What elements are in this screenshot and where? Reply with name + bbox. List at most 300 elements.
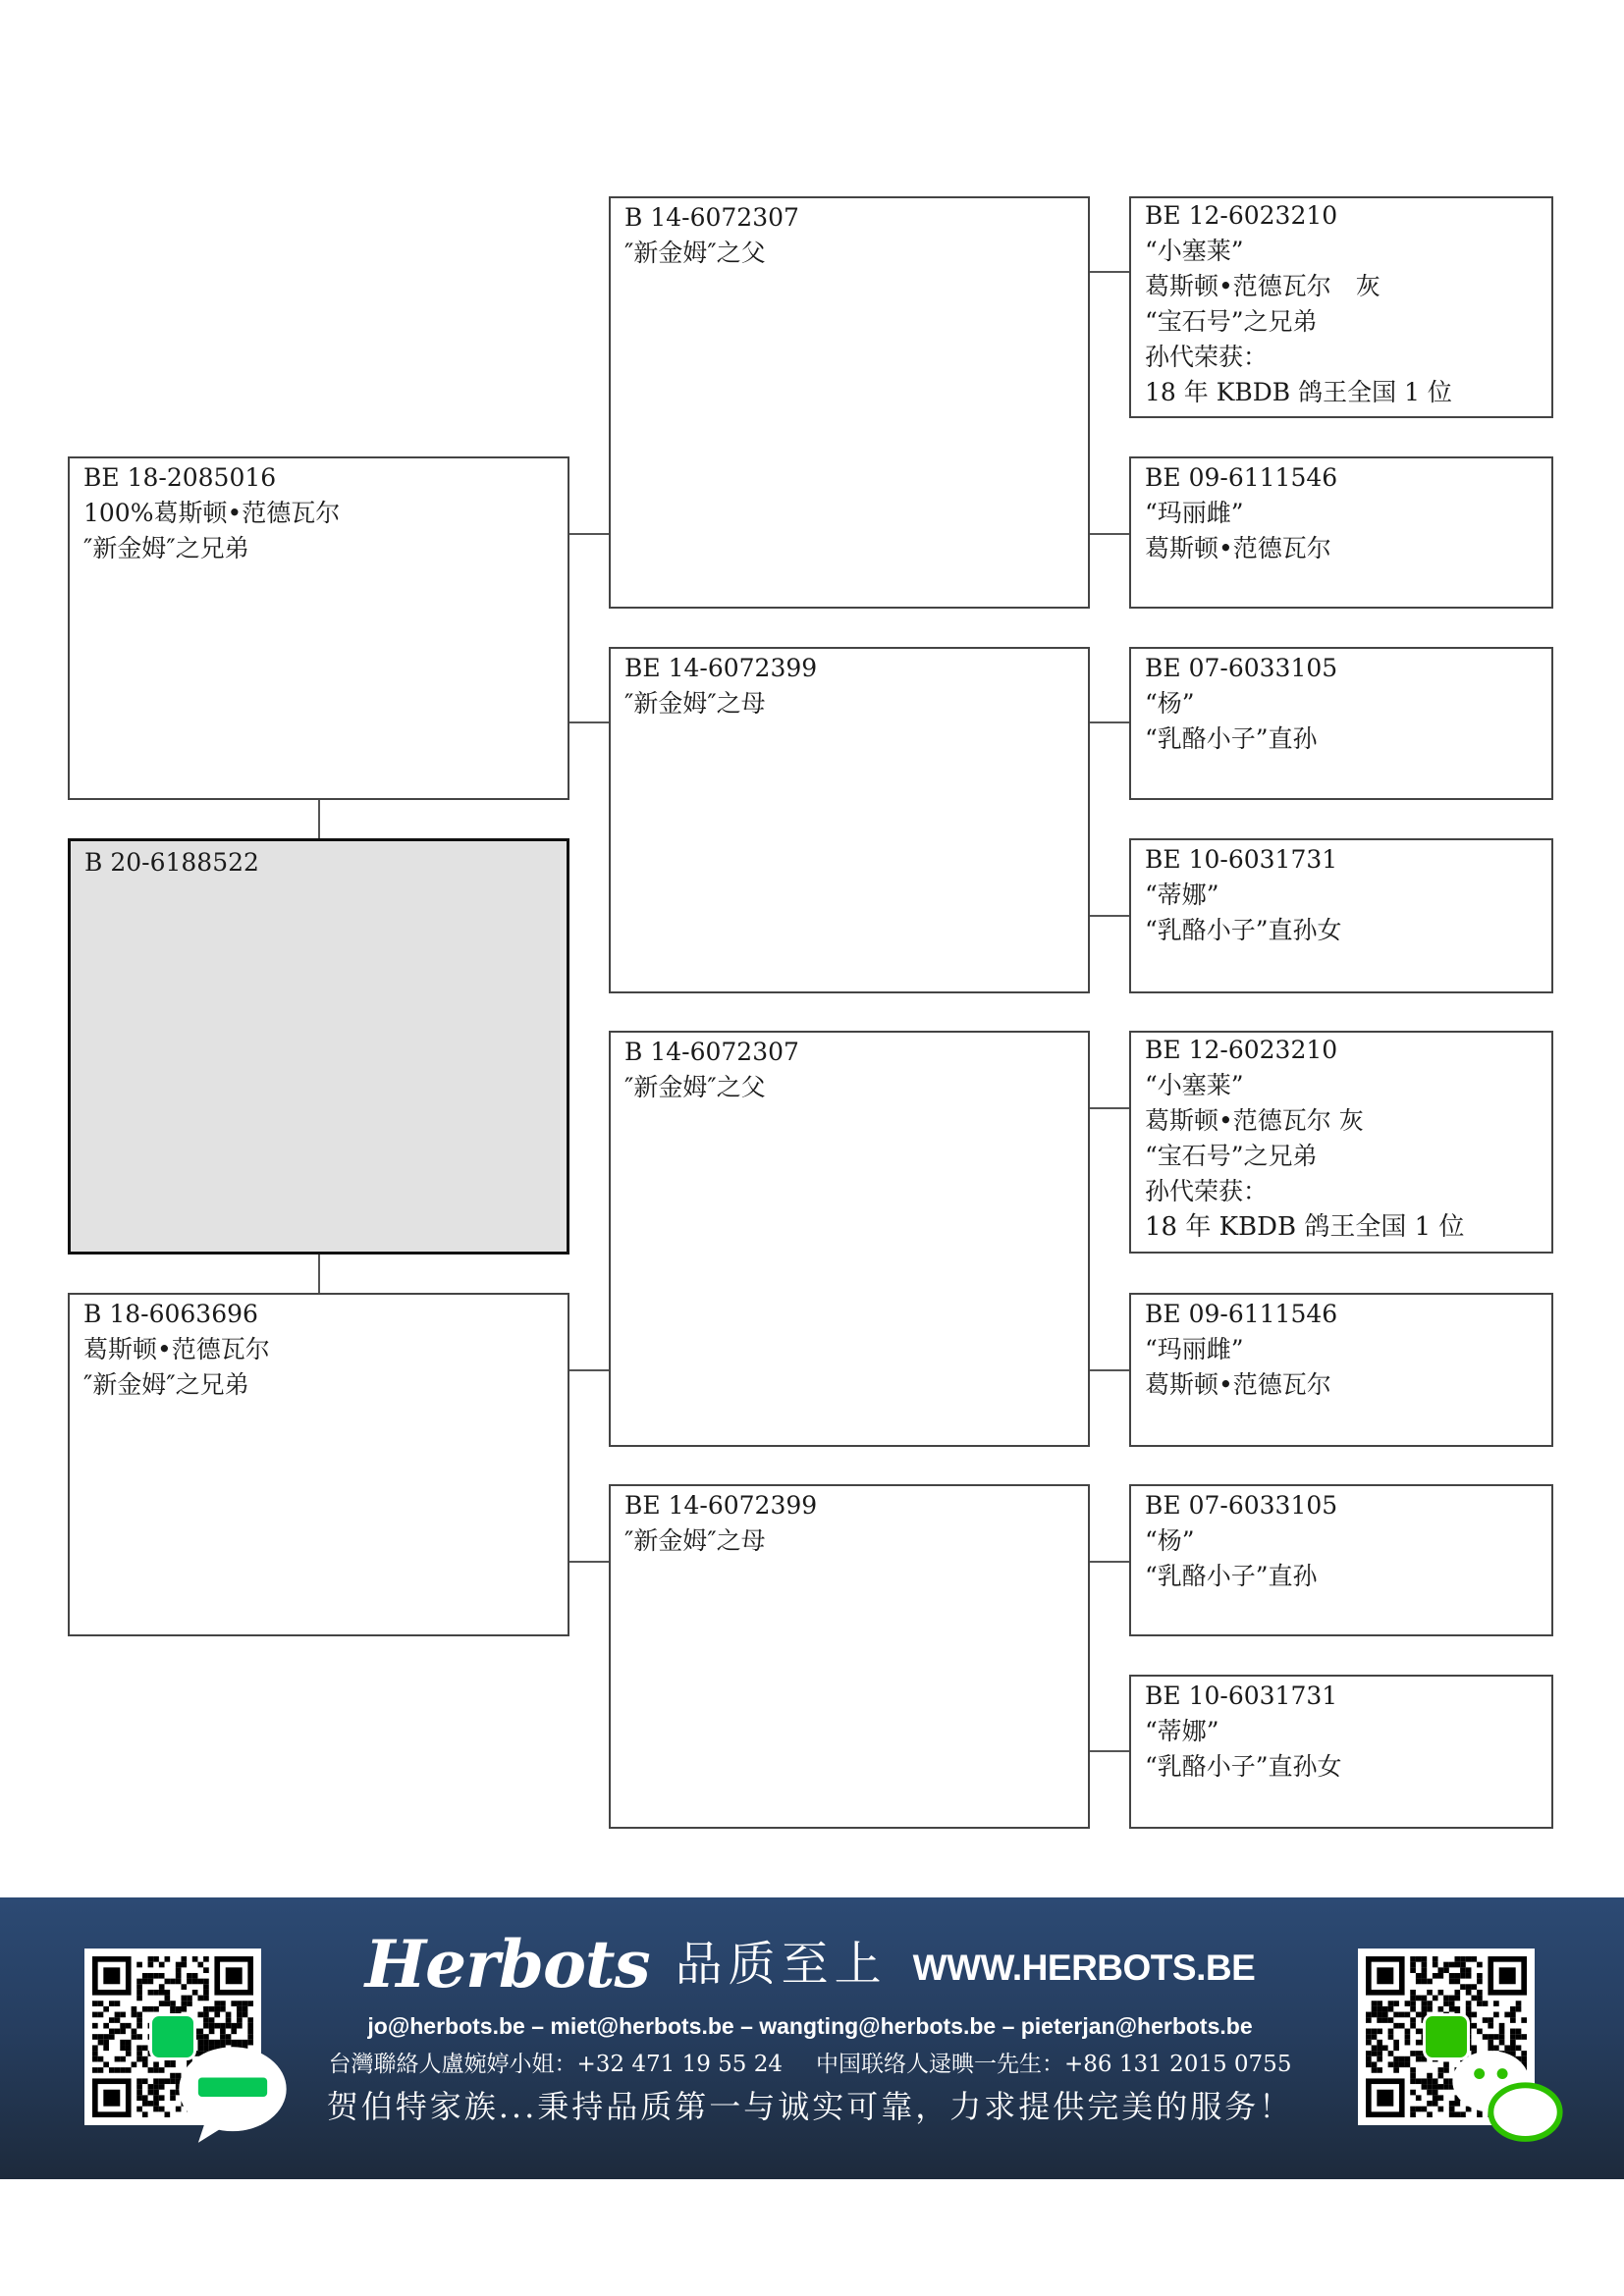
- qr-module: [1388, 2051, 1394, 2056]
- qr-module: [153, 2006, 159, 2012]
- qr-module: [1410, 2067, 1416, 2073]
- qr-module: [1393, 2067, 1399, 2073]
- qr-module: [1399, 2056, 1405, 2062]
- qr-module: [165, 1979, 171, 1985]
- qr-module: [170, 2006, 176, 2012]
- qr-code-wechat: [1358, 1949, 1535, 2125]
- qr-module: [1449, 1962, 1455, 1968]
- qr-module: [120, 2056, 126, 2062]
- qr-module: [197, 1996, 203, 2002]
- qr-module: [1377, 1967, 1393, 1984]
- note-line: 18 年 KBDB 鸽王全国 1 位: [1145, 378, 1452, 406]
- qr-module: [1372, 2045, 1378, 2051]
- qr-module: [1410, 2090, 1416, 2096]
- pedigree-box-g3-2: [1129, 456, 1553, 609]
- qr-module: [148, 1973, 154, 1979]
- qr-module: [1372, 2001, 1378, 2006]
- qr-module: [181, 2001, 187, 2006]
- pedigree-box-sire-sire: [609, 196, 1090, 609]
- connector-line: [318, 800, 320, 838]
- qr-module: [1382, 2006, 1388, 2012]
- qr-module: [1410, 2001, 1416, 2006]
- qr-module: [1422, 2001, 1428, 2006]
- qr-module: [1416, 2029, 1422, 2035]
- qr-module: [247, 2001, 253, 2006]
- note-line: ″新金姆″之母: [624, 1526, 766, 1555]
- qr-module: [92, 2067, 98, 2073]
- contact-china: 中国联络人逯晪一先生：+86 131 2015 0755: [816, 2052, 1292, 2077]
- qr-module: [176, 1979, 182, 1985]
- qr-module: [1422, 1956, 1428, 1962]
- qr-module: [148, 2006, 154, 2012]
- qr-module: [136, 1984, 142, 1990]
- qr-module: [1477, 1973, 1483, 1979]
- qr-module: [1366, 2034, 1372, 2040]
- ring-number: BE 12-6023210: [1145, 201, 1338, 230]
- qr-module: [1427, 1979, 1433, 1985]
- qr-module: [1377, 2006, 1382, 2012]
- connector-line: [1090, 915, 1129, 917]
- qr-module: [136, 2056, 142, 2062]
- qr-module: [136, 2095, 142, 2101]
- qr-module: [1416, 1973, 1422, 1979]
- note-line: ″新金姆″之兄弟: [83, 534, 249, 562]
- qr-module: [1372, 2061, 1378, 2067]
- qr-module: [136, 2045, 142, 2051]
- qr-module: [109, 2029, 115, 2035]
- qr-module: [1399, 2012, 1405, 2018]
- qr-module: [1372, 2029, 1378, 2035]
- qr-module: [153, 1956, 159, 1962]
- pedigree-box-g3-6: [1129, 1293, 1553, 1447]
- qr-module: [1422, 1973, 1428, 1979]
- qr-module: [203, 2006, 209, 2012]
- qr-module: [1438, 1990, 1444, 1996]
- ring-number: BE 09-6111546: [1145, 1300, 1338, 1328]
- qr-module: [181, 1962, 187, 1968]
- qr-module: [109, 2001, 115, 2006]
- qr-module: [1471, 1984, 1477, 1990]
- ring-number: BE 07-6033105: [1145, 654, 1338, 682]
- qr-module: [1466, 1973, 1472, 1979]
- qr-module: [1477, 1990, 1483, 1996]
- ring-number: BE 07-6033105: [1145, 1491, 1338, 1520]
- qr-module: [132, 2006, 137, 2012]
- qr-module: [192, 1979, 198, 1985]
- note-line: “乳酪小子”直孙: [1145, 1562, 1318, 1590]
- qr-module: [1366, 2029, 1372, 2035]
- qr-module: [1449, 1973, 1455, 1979]
- qr-module: [136, 2090, 142, 2096]
- qr-module: [1422, 1967, 1428, 1973]
- qr-module: [1427, 2006, 1433, 2012]
- qr-module: [231, 2001, 237, 2006]
- tagline: 贺伯特家族...秉持品质第一与诚实可靠，力求提供完美的服务！: [326, 2088, 1294, 2125]
- qr-module: [1377, 2012, 1382, 2018]
- slogan: 品质至上: [675, 1937, 888, 1992]
- qr-module: [203, 1979, 209, 1985]
- connector-line: [569, 533, 609, 535]
- qr-module: [148, 1979, 154, 1985]
- qr-module: [1454, 1956, 1460, 1962]
- connector-line: [1090, 271, 1129, 273]
- qr-module: [192, 1990, 198, 1996]
- qr-module: [103, 2006, 109, 2012]
- qr-module: [181, 1956, 187, 1962]
- qr-module: [120, 2023, 126, 2029]
- qr-module: [1393, 2061, 1399, 2067]
- qr-module: [92, 2001, 98, 2006]
- qr-code-line: [84, 1949, 261, 2125]
- qr-module: [1410, 2078, 1416, 2084]
- qr-module: [132, 2061, 137, 2067]
- qr-module: [103, 2023, 109, 2029]
- qr-module: [136, 1990, 142, 1996]
- qr-module: [1454, 1996, 1460, 2002]
- qr-module: [159, 1990, 165, 1996]
- qr-module: [103, 2061, 109, 2067]
- qr-module: [1416, 2107, 1422, 2112]
- connector-line: [1090, 1750, 1129, 1752]
- qr-module: [176, 1967, 182, 1973]
- pedigree-box-dam-sire: [609, 1031, 1090, 1447]
- qr-module: [1443, 1967, 1449, 1973]
- line-app-icon: [149, 2013, 196, 2060]
- qr-module: [136, 2084, 142, 2090]
- note-line: 葛斯顿•范德瓦尔 灰: [1145, 272, 1380, 300]
- qr-module: [148, 1956, 154, 1962]
- qr-module: [1410, 2017, 1416, 2023]
- qr-module: [1443, 1962, 1449, 1968]
- qr-module: [109, 2017, 115, 2023]
- qr-module: [1410, 1956, 1416, 1962]
- qr-module: [1477, 2001, 1483, 2006]
- qr-module: [142, 2111, 148, 2117]
- qr-module: [1460, 1967, 1466, 1973]
- qr-module: [1410, 2073, 1416, 2079]
- qr-module: [1399, 2061, 1405, 2067]
- qr-module: [120, 2029, 126, 2035]
- qr-module: [1460, 1962, 1466, 1968]
- qr-module: [1410, 2051, 1416, 2056]
- qr-module: [136, 2017, 142, 2023]
- note-line: 葛斯顿•范德瓦尔: [1145, 1370, 1331, 1399]
- name-line: “蒂娜”: [1145, 881, 1219, 909]
- qr-module: [1427, 2001, 1433, 2006]
- qr-module: [1393, 2045, 1399, 2051]
- pedigree-box-g3-8: [1129, 1675, 1553, 1829]
- qr-module: [1454, 1979, 1460, 1985]
- qr-module: [136, 2051, 142, 2056]
- qr-module: [1416, 2051, 1422, 2056]
- qr-module: [165, 1956, 171, 1962]
- qr-module: [203, 1996, 209, 2002]
- qr-module: [136, 1996, 142, 2002]
- qr-module: [187, 2001, 192, 2006]
- qr-module: [1433, 1996, 1438, 2002]
- qr-module: [115, 2017, 121, 2023]
- qr-module: [1416, 1996, 1422, 2002]
- qr-module: [126, 2045, 132, 2051]
- qr-module: [98, 2040, 104, 2046]
- qr-module: [136, 1962, 142, 1968]
- qr-module: [220, 2001, 226, 2006]
- qr-module: [1399, 2023, 1405, 2029]
- herbots-logo: Herbots: [364, 1926, 650, 2002]
- qr-module: [1410, 1990, 1416, 1996]
- connector-line: [569, 721, 609, 723]
- qr-module: [148, 1990, 154, 1996]
- qr-module: [1377, 2040, 1382, 2046]
- qr-module: [1416, 2095, 1422, 2101]
- name-line: “玛丽雌”: [1145, 499, 1244, 527]
- qr-module: [115, 2067, 121, 2073]
- qr-module: [1422, 1962, 1428, 1968]
- qr-module: [1405, 2012, 1411, 2018]
- qr-module: [165, 1990, 171, 1996]
- qr-module: [1377, 2056, 1382, 2062]
- note-line: ″新金姆″之父: [624, 1073, 766, 1101]
- qr-module: [1422, 2006, 1428, 2012]
- connector-line: [1090, 1561, 1129, 1563]
- qr-module: [142, 1979, 148, 1985]
- qr-module: [1366, 2012, 1372, 2018]
- qr-module: [1388, 2029, 1394, 2035]
- qr-module: [1366, 2051, 1372, 2056]
- qr-module: [243, 2006, 248, 2012]
- pedigree-box-g3-3: [1129, 647, 1553, 800]
- note-line: “宝石号”之兄弟: [1145, 307, 1318, 336]
- qr-module: [203, 1984, 209, 1990]
- qr-module: [142, 2056, 148, 2062]
- qr-module: [1460, 1984, 1466, 1990]
- qr-module: [1372, 2051, 1378, 2056]
- qr-module: [153, 1973, 159, 1979]
- qr-module: [1416, 2040, 1422, 2046]
- qr-module: [165, 1996, 171, 2002]
- qr-module: [181, 1984, 187, 1990]
- qr-module: [1377, 2067, 1382, 2073]
- qr-module: [136, 1979, 142, 1985]
- qr-module: [1366, 2056, 1372, 2062]
- qr-module: [142, 2078, 148, 2084]
- qr-module: [1366, 2017, 1372, 2023]
- qr-module: [1516, 2006, 1522, 2012]
- qr-module: [1466, 1990, 1472, 1996]
- qr-module: [203, 1967, 209, 1973]
- qr-module: [187, 1996, 192, 2002]
- qr-module: [176, 1973, 182, 1979]
- ring-number: B 18-6063696: [83, 1300, 258, 1328]
- qr-module: [1388, 2017, 1394, 2023]
- name-line: “小塞莱”: [1145, 1071, 1244, 1099]
- qr-module: [92, 2056, 98, 2062]
- qr-module: [142, 2006, 148, 2012]
- qr-module: [214, 2006, 220, 2012]
- qr-module: [103, 2040, 109, 2046]
- qr-module: [1516, 2001, 1522, 2006]
- qr-module: [197, 1979, 203, 1985]
- qr-module: [159, 2001, 165, 2006]
- qr-module: [136, 2023, 142, 2029]
- ring-number: BE 18-2085016: [83, 463, 277, 492]
- connector-line: [1090, 1369, 1129, 1371]
- qr-module: [1405, 2029, 1411, 2035]
- connector-line: [318, 1255, 320, 1293]
- note-line: 孙代荣获：: [1145, 343, 1269, 371]
- note-line: 18 年 KBDB 鸽王全国 1 位: [1145, 1212, 1465, 1242]
- qr-module: [1366, 2040, 1372, 2046]
- connector-line: [1090, 533, 1129, 535]
- qr-module: [1477, 1979, 1483, 1985]
- name-line: “蒂娜”: [1145, 1717, 1219, 1745]
- qr-module: [1493, 2001, 1499, 2006]
- qr-module: [209, 2006, 215, 2012]
- ring-number: BE 09-6111546: [1145, 463, 1338, 492]
- qr-module: [1433, 1956, 1438, 1962]
- qr-module: [1438, 2006, 1444, 2012]
- wechat-icon: [1423, 2013, 1470, 2060]
- qr-module: [1416, 1979, 1422, 1985]
- ring-number: B 14-6072307: [624, 203, 799, 232]
- qr-module: [1405, 2061, 1411, 2067]
- contact-taiwan: 台灣聯絡人盧婉婷小姐：+32 471 19 55 24: [328, 2052, 784, 2077]
- note-line: “乳酪小子”直孙: [1145, 724, 1318, 753]
- qr-module: [126, 2023, 132, 2029]
- pedigree-box-dam-dam: [609, 1484, 1090, 1829]
- qr-module: [192, 1956, 198, 1962]
- qr-module: [1460, 1973, 1466, 1979]
- qr-module: [181, 2006, 187, 2012]
- qr-module: [1410, 2111, 1416, 2117]
- note-line: “乳酪小子”直孙女: [1145, 916, 1342, 944]
- qr-module: [103, 2090, 120, 2107]
- qr-module: [1388, 2034, 1394, 2040]
- qr-module: [132, 2029, 137, 2035]
- qr-module: [1422, 1979, 1428, 1985]
- ring-number: BE 10-6031731: [1145, 1682, 1338, 1710]
- pedigree-box-g3-7: [1129, 1484, 1553, 1636]
- pedigree-box-dam: [68, 1293, 569, 1636]
- ring-number: B 14-6072307: [624, 1038, 799, 1066]
- qr-module: [1377, 2017, 1382, 2023]
- qr-module: [92, 2012, 98, 2018]
- qr-module: [153, 1990, 159, 1996]
- qr-module: [192, 1973, 198, 1979]
- qr-module: [103, 2045, 109, 2051]
- qr-module: [92, 2051, 98, 2056]
- qr-module: [136, 2078, 142, 2084]
- qr-module: [136, 2034, 142, 2040]
- qr-module: [1393, 2001, 1399, 2006]
- note-line: ″新金姆″之兄弟: [83, 1370, 249, 1399]
- qr-module: [1372, 2012, 1378, 2018]
- qr-module: [126, 2051, 132, 2056]
- qr-module: [136, 2107, 142, 2112]
- qr-module: [120, 2040, 126, 2046]
- qr-module: [1454, 1973, 1460, 1979]
- qr-module: [1449, 2006, 1455, 2012]
- qr-module: [98, 2034, 104, 2040]
- qr-module: [1410, 1967, 1416, 1973]
- qr-module: [1410, 2006, 1416, 2012]
- pedigree-box-g3-1: [1129, 196, 1553, 418]
- ring-number: B 20-6188522: [84, 848, 259, 877]
- note-line: “乳酪小子”直孙女: [1145, 1752, 1342, 1781]
- qr-module: [1422, 1996, 1428, 2002]
- qr-module: [109, 2067, 115, 2073]
- qr-module: [1393, 2040, 1399, 2046]
- qr-module: [136, 2012, 142, 2018]
- qr-module: [1466, 2006, 1472, 2012]
- pedigree-box-g3-4: [1129, 838, 1553, 993]
- qr-module: [170, 2001, 176, 2006]
- qr-module: [1377, 2029, 1382, 2035]
- qr-module: [142, 2061, 148, 2067]
- qr-module: [203, 1956, 209, 1962]
- qr-module: [103, 2034, 109, 2040]
- footer-banner: [0, 1897, 1624, 2179]
- connector-line: [569, 1369, 609, 1371]
- qr-module: [142, 2101, 148, 2107]
- qr-module: [1477, 1996, 1483, 2002]
- ring-number: BE 14-6072399: [624, 1491, 818, 1520]
- qr-module: [1433, 1962, 1438, 1968]
- qr-module: [142, 2045, 148, 2051]
- qr-module: [1460, 1956, 1466, 1962]
- qr-module: [120, 2067, 126, 2073]
- qr-module: [1433, 1973, 1438, 1979]
- qr-module: [115, 2029, 121, 2035]
- qr-module: [1416, 2056, 1422, 2062]
- qr-module: [1466, 1967, 1472, 1973]
- qr-module: [1393, 2056, 1399, 2062]
- qr-module: [1388, 2061, 1394, 2067]
- qr-module: [1449, 2001, 1455, 2006]
- qr-module: [1483, 2001, 1489, 2006]
- qr-module: [126, 2067, 132, 2073]
- qr-module: [98, 2012, 104, 2018]
- qr-module: [1382, 2017, 1388, 2023]
- note-line: 葛斯顿•范德瓦尔: [83, 1335, 270, 1363]
- email-addresses: jo@herbots.be – miet@herbots.be – wangting@herbots.be – pieterjan@herbots.be: [367, 2013, 1253, 2039]
- note-line: ″新金姆″之母: [624, 689, 766, 718]
- qr-module: [1443, 1996, 1449, 2002]
- note-line: “宝石号”之兄弟: [1145, 1142, 1318, 1170]
- qr-module: [1405, 2040, 1411, 2046]
- qr-module: [214, 2001, 220, 2006]
- qr-module: [120, 2012, 126, 2018]
- qr-module: [1388, 2001, 1394, 2006]
- qr-module: [1382, 2045, 1388, 2051]
- qr-module: [1438, 1967, 1444, 1973]
- qr-module: [1377, 2051, 1382, 2056]
- qr-module: [203, 1990, 209, 1996]
- qr-module: [1372, 2006, 1378, 2012]
- qr-module: [98, 2001, 104, 2006]
- qr-module: [1382, 2012, 1388, 2018]
- qr-module: [165, 2001, 171, 2006]
- connector-line: [569, 1561, 609, 1563]
- qr-module: [109, 2034, 115, 2040]
- qr-module: [132, 2034, 137, 2040]
- qr-module: [1377, 2001, 1382, 2006]
- qr-module: [237, 2006, 243, 2012]
- qr-module: [181, 1996, 187, 2002]
- qr-module: [126, 2040, 132, 2046]
- qr-module: [1393, 2012, 1399, 2018]
- qr-module: [1405, 2034, 1411, 2040]
